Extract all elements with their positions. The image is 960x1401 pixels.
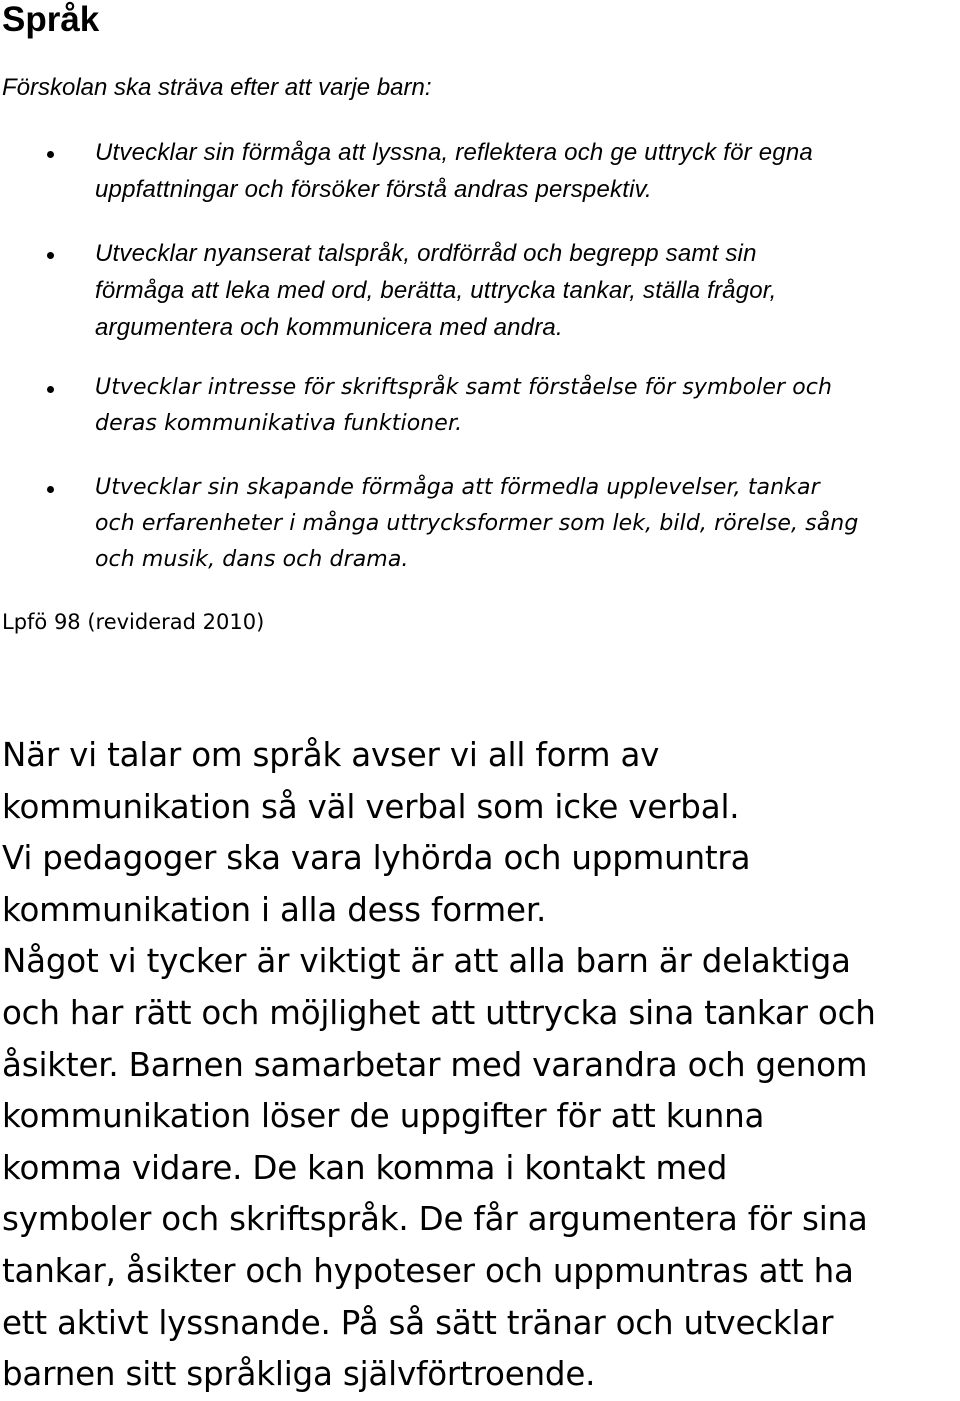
goal-text: Utvecklar intresse för skriftspråk samt förståelse för symboler och deras kommunikativa funktioner. [95, 375, 833, 436]
page-title: Språk [2, 0, 100, 39]
goal-text: Utvecklar sin skapande förmåga att förmedla upplevelser, tankar och erfarenheter i många uttrycksformer som lek, bild, rörelse, sång och musik, dans och drama. [95, 475, 859, 572]
intro-text: Förskolan ska sträva efter att varje barn: [2, 74, 432, 101]
bullet-icon [47, 151, 54, 158]
bullet-icon [47, 386, 54, 393]
bullet-icon [47, 486, 54, 493]
goal-text: Utvecklar nyanserat talspråk, ordförråd och begrepp samt sin förmåga att leka med ord, berätta, uttrycka tankar, ställa frågor, argumentera och kommunicera med andra. [95, 240, 777, 341]
citation: Lpfö 98 (reviderad 2010) [2, 610, 265, 634]
body-paragraph: När vi talar om språk avser vi all form av kommunikation så väl verbal som icke verbal. Vi pedagoger ska vara lyhörda och uppmuntra kommunikation i alla dess former. Något vi tycker är viktigt är att alla barn är delaktiga och har rätt och möjlighet att uttrycka sina tankar och åsikter. Barnen samarbetar med varandra och genom kommunikation löser de uppgifter för att kunna komma vidare. De kan komma i kontakt med symboler och skriftspråk. De får argumentera för sina tankar, åsikter och hypoteser och uppmuntras att ha ett aktivt lyssnande. På så sätt tränar och utvecklar barnen sitt språkliga självförtroende. [2, 736, 876, 1394]
bullet-icon [47, 252, 54, 259]
goal-text: Utvecklar sin förmåga att lyssna, reflektera och ge uttryck för egna uppfattningar och försöker förstå andras perspektiv. [95, 139, 813, 203]
